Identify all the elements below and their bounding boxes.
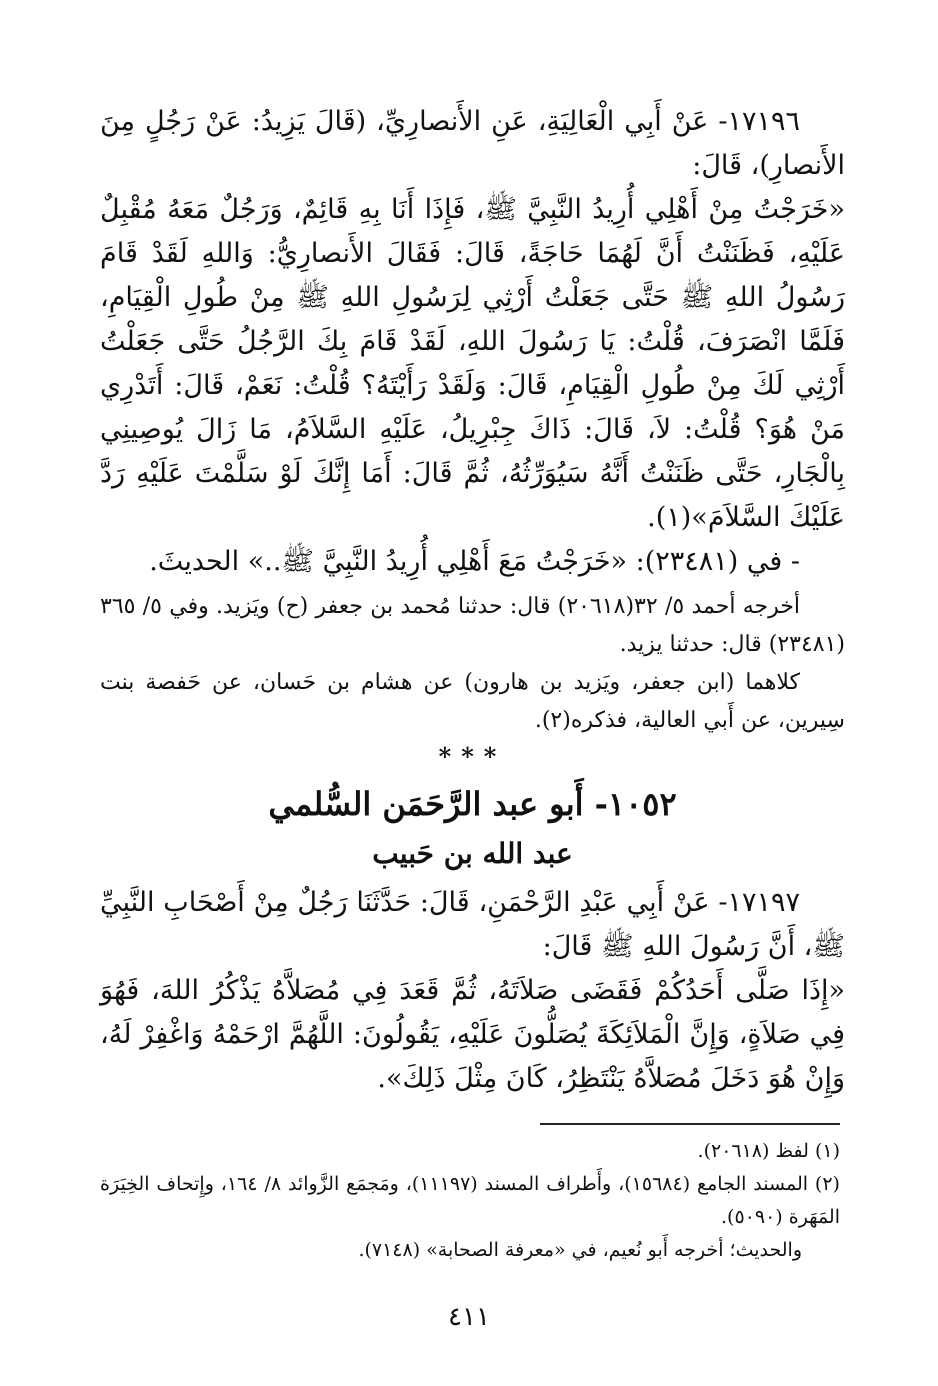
takhrij-paragraph-2: كلاهما (ابن جعفر، ويَزيد بن هارون) عن هشام بن حَسان، عن حَفصة بنت سِيرين، عن أَبي العالية، فذكره(٢). [100,670,845,733]
footnote-1: (١) لفظ (٢٠٦١٨). [697,1140,840,1162]
takhrij-paragraph-1: أخرجه أحمد ٥/ ٣٢(٢٠٦١٨) قال: حدثنا مُحمد بن جعفر (ح) ويَزيد. وفي ٥/ ٣٦٥ (٢٣٤٨١) قال: حدثنا يزيد. [100,594,845,657]
hadith-17196-text: «خَرَجْتُ مِنْ أَهْلِي أُرِيدُ النَّبِيَّ ﷺ، فَإِذَا أَنَا بِهِ قَائِمٌ، وَرَجُلٌ مَعَهُ مُقْبِلٌ عَلَيْهِ، فَظَنَنْتُ أَنَّ لَهُمَا حَاجَةً، قَالَ: فَقَالَ الأَنصارِيُّ: وَاللهِ لَقَدْ قَامَ رَسُولُ اللهِ ﷺ حَتَّى جَعَلْتُ أَرْثِي لِرَسُولِ اللهِ ﷺ مِنْ طُولِ الْقِيَامِ، فَلَمَّا انْصَرَفَ، قُلْتُ: يَا رَسُولَ اللهِ، لَقَدْ قَامَ بِكَ الرَّجُلُ حَتَّى جَعَلْتُ أَرْثِي لَكَ مِنْ طُولِ الْقِيَامِ، قَالَ: وَلَقَدْ رَأَيْتَهُ؟ قُلْتُ: نَعَمْ، قَالَ: أَتَدْرِي مَنْ هُوَ؟ قُلْتُ: لاَ، قَالَ: ذَاكَ جِبْرِيلُ، عَلَيْهِ السَّلاَمُ، مَا زَالَ يُوصِينِي بِالْجَارِ، حَتَّى ظَنَنْتُ أَنَّهُ سَيُوَرِّثُهُ، ثُمَّ قَالَ: أَمَا إِنَّكَ لَوْ سَلَّمْتَ عَلَيْهِ رَدَّ عَلَيْكَ السَّلاَمَ»(١). [100,194,845,533]
section-heading: ١٠٥٢- أَبو عبد الرَّحَمَن السُّلمي [268,785,677,823]
hadith-17196-variant: - في (٢٣٤٨١): «خَرَجْتُ مَعَ أَهْلِي أُرِيدُ النَّبِيَّ ﷺ..» الحديثَ. [149,546,800,577]
hadith-17197-text: «إِذَا صَلَّى أَحَدُكُمْ فَقَضَى صَلاَتَهُ، ثُمَّ قَعَدَ فِي مُصَلاَّهُ يَذْكُرُ اللهَ، فَهُوَ فِي صَلاَةٍ، وَإِنَّ الْمَلاَئِكَةَ يُصَلُّونَ عَلَيْهِ، يَقُولُونَ: اللَّهُمَّ ارْحَمْهُ وَاغْفِرْ لَهُ، وَإِنْ هُوَ دَخَلَ مُصَلاَّهُ يَنْتَظِرُ، كَانَ مِثْلَ ذَلِكَ». [100,975,845,1094]
footnote-2-continuation: والحديث؛ أخرجه أَبو نُعيم، في «معرفة الصحابة» (٧١٤٨). [358,1239,802,1261]
section-separator: *** [438,742,507,771]
page-number: ٤١١ [448,1302,490,1332]
footnote-2: (٢) المسند الجامع (١٥٦٨٤)، وأَطراف المسند (١١١٩٧)، ومَجمَع الزَّوائد ٨/ ١٦٤، وإِتحاف الخِيَرَة المَهَرة (٥٠٩٠). [100,1173,840,1228]
footnotes [100,1135,840,1267]
hadith-17196-intro: ١٧١٩٦- عَنْ أَبِي الْعَالِيَةِ، عَنِ الأَنصارِيِّ، (قَالَ يَزِيدُ: عَنْ رَجُلٍ مِنَ الأَنصارِ)، قَالَ: [100,106,845,181]
hadith-17197-intro: ١٧١٩٧- عَنْ أَبِي عَبْدِ الرَّحْمَنِ، قَالَ: حَدَّثَنَا رَجُلٌ مِنْ أَصْحَابِ النَّبِيِّ ﷺ، أَنَّ رَسُولَ اللهِ ﷺ قَالَ: [100,887,845,962]
main-text [100,100,845,1101]
footnote-divider [540,1123,840,1125]
section-subheading: عبد الله بن حَبيب [372,837,573,870]
